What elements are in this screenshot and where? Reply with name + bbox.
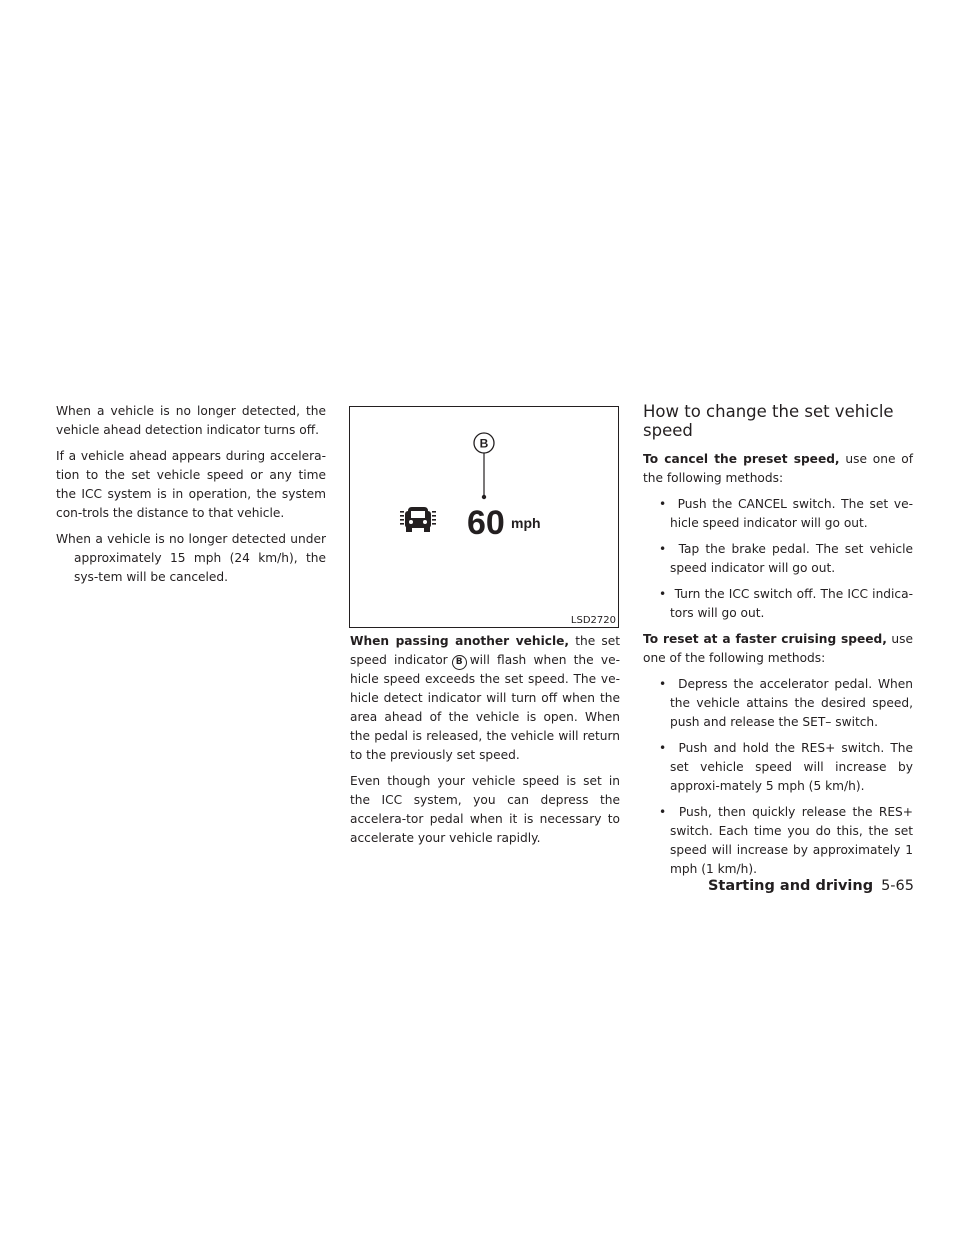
- list-item: [651, 495, 913, 533]
- list-item-text: Push the CANCEL switch. The set ve-hicle speed indicator will go out.: [670, 497, 914, 530]
- bullet-mark: •: [659, 805, 667, 819]
- list-item: [651, 540, 913, 578]
- speed-unit: mph: [511, 515, 541, 531]
- list-item-text: Tap the brake pedal. The set vehicle speed indicator will go out.: [670, 542, 913, 575]
- paragraph-vehicle-ahead: If a vehicle ahead appears during accelera-tion to the set vehicle speed or any time the ICC system is in operation, the system con-trols the distance to that vehicle.: [56, 449, 326, 520]
- reset-lead: To reset at a faster cruising speed,: [643, 632, 887, 646]
- passing-text-a: the set speed indicator: [350, 634, 620, 667]
- page-number: 5-65: [881, 878, 914, 894]
- speed-value: 60: [467, 504, 505, 542]
- left-column: [56, 402, 326, 594]
- list-item: [651, 585, 913, 623]
- paragraph-system-canceled: When a vehicle is no longer detected under approximately 15 mph (24 km/h), the sys-tem will be canceled.: [56, 532, 326, 584]
- section-heading: How to change the set vehicle speed: [643, 402, 894, 440]
- callout-b: [474, 433, 494, 499]
- reset-intro: [643, 630, 913, 668]
- cancel-lead: To cancel the preset speed,: [643, 452, 840, 466]
- list-item-text: Turn the ICC switch off. The ICC indica-tors will go out.: [670, 587, 913, 620]
- passing-text-b: will flash when the ve-hicle speed exceeds the set speed. The ve-hicle detect indicator will turn off when the area ahead of the vehicle is open. When the pedal is released, the vehicle will return to the previously set speed.: [350, 653, 620, 762]
- vehicle-ahead-icon: [400, 507, 436, 532]
- list-item: [651, 675, 913, 732]
- passing-lead: When passing another vehicle,: [350, 634, 570, 648]
- figure-code: LSD2720: [570, 615, 616, 626]
- cancel-rest: use one of the following methods:: [643, 452, 913, 485]
- speed-indicator-figure: [349, 406, 619, 628]
- list-item: [651, 739, 913, 796]
- bullet-mark: •: [659, 542, 667, 556]
- cancel-intro: [643, 450, 913, 488]
- section-name: Starting and driving: [707, 878, 874, 894]
- list-item-text: Depress the accelerator pedal. When the vehicle attains the desired speed, push and release the SET– switch.: [670, 677, 914, 729]
- right-column: [643, 402, 913, 886]
- bullet-mark: •: [659, 741, 667, 755]
- reset-rest: use one of the following methods:: [643, 632, 913, 665]
- callout-b-inline: B: [452, 655, 467, 670]
- callout-b-label: B: [479, 436, 489, 451]
- bullet-mark: •: [659, 497, 667, 511]
- paragraph-accelerate: Even though your vehicle speed is set in the ICC system, you can depress the accelera-tor pedal when it is necessary to accelerate your vehicle rapidly.: [350, 774, 620, 845]
- paragraph-detection-off: When a vehicle is no longer detected, the vehicle ahead detection indicator turns off.: [56, 404, 326, 437]
- list-item: [651, 803, 913, 879]
- list-item-text: Push and hold the RES+ switch. The set vehicle speed will increase by approxi-mately 5 mph (5 km/h).: [670, 741, 913, 793]
- list-item-text: Push, then quickly release the RES+ switch. Each time you do this, the set speed will increase by approximately 1 mph (1 km/h).: [670, 805, 913, 876]
- middle-column: [350, 632, 620, 855]
- bullet-mark: •: [659, 677, 667, 691]
- paragraph-passing: [350, 632, 620, 765]
- bullet-mark: •: [659, 587, 667, 601]
- page-footer: [708, 876, 914, 896]
- figure-drawing: [350, 407, 618, 627]
